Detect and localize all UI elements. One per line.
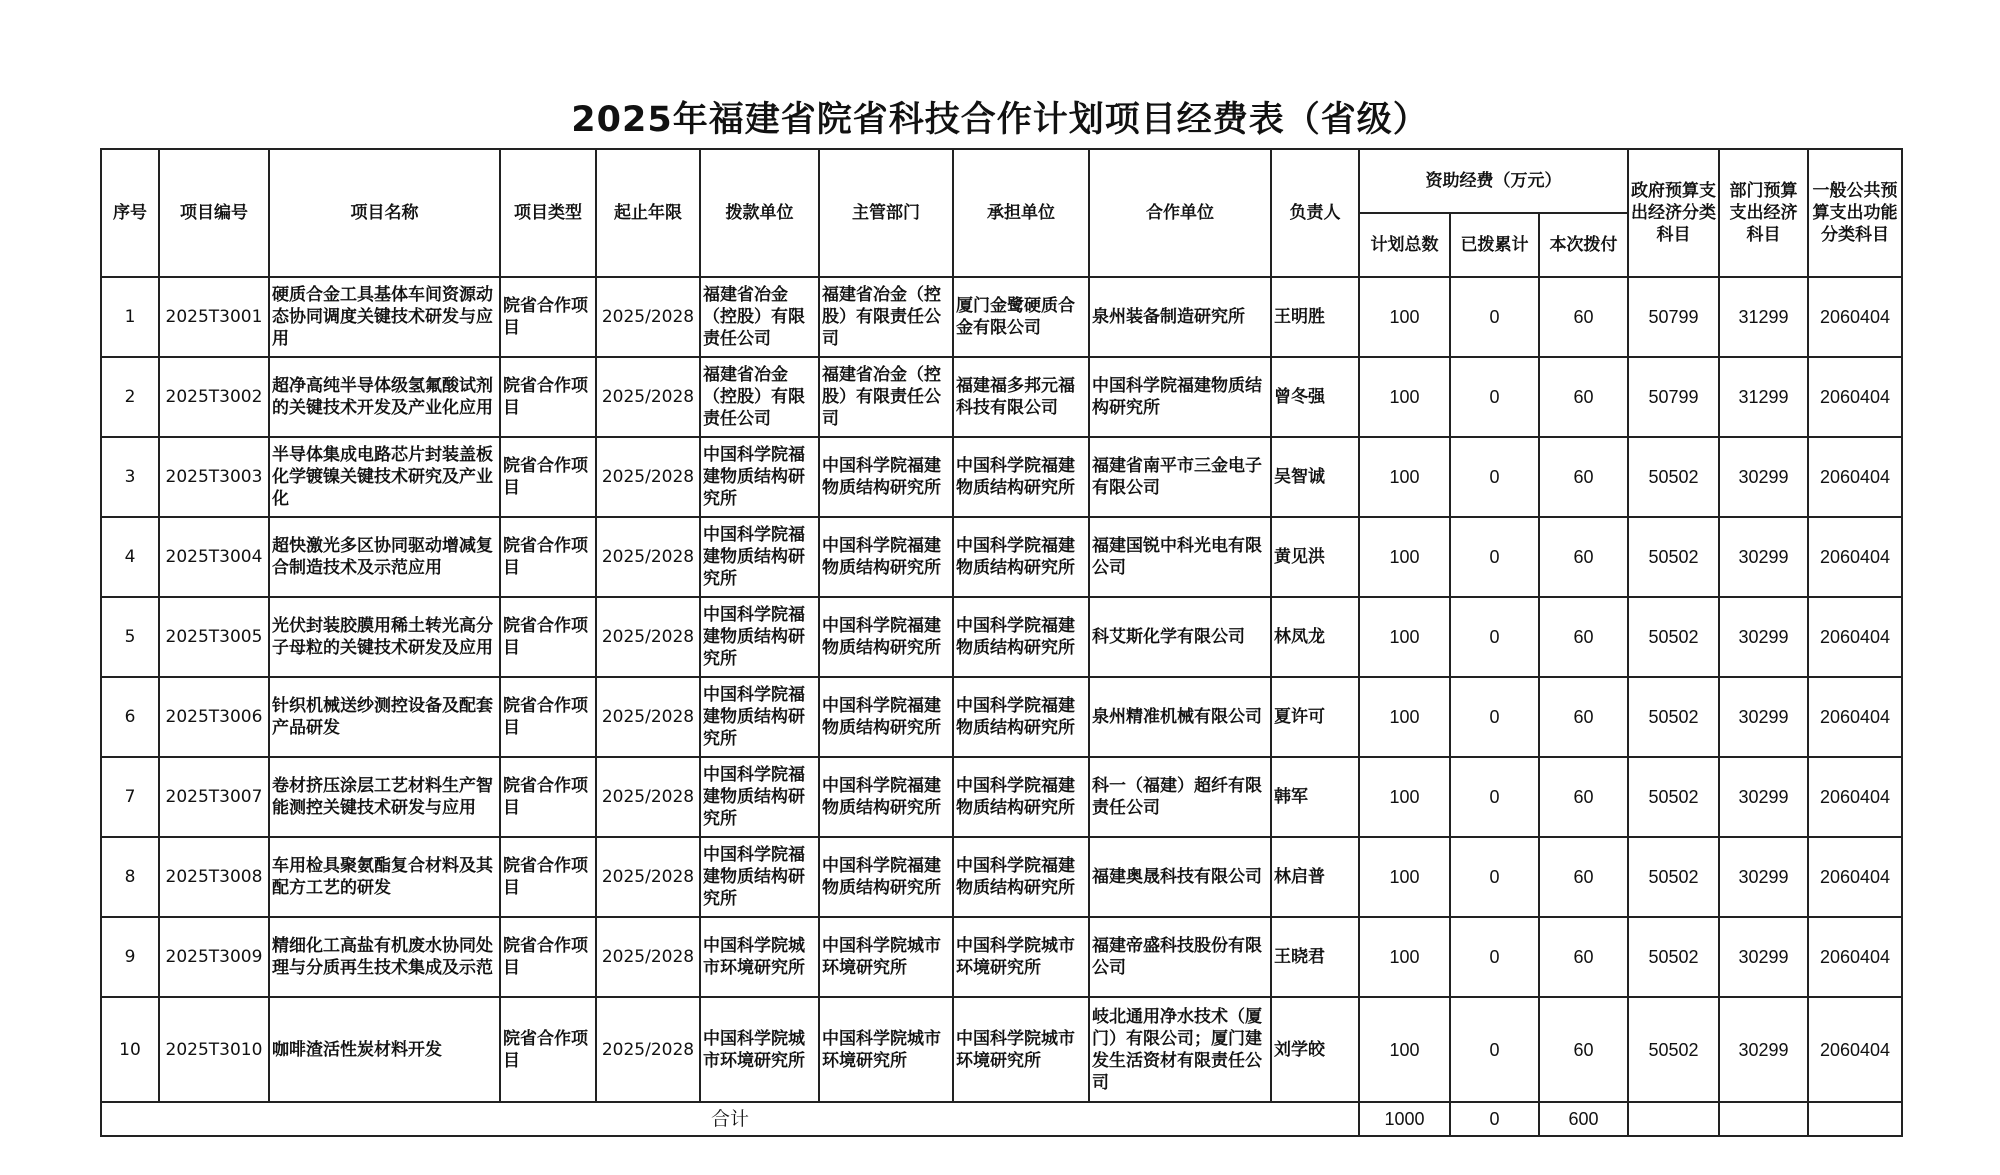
cell-code: 2025T3007 <box>159 757 269 837</box>
cell-this: 60 <box>1539 677 1628 757</box>
total-planned: 1000 <box>1359 1102 1450 1136</box>
cell-partner: 中国科学院福建物质结构研究所 <box>1089 357 1271 437</box>
cell-planned: 100 <box>1359 277 1450 357</box>
document-title: 2025年福建省院省科技合作计划项目经费表（省级） <box>571 100 1429 140</box>
cell-supervisor: 中国科学院城市环境研究所 <box>819 997 953 1102</box>
cell-gov: 50502 <box>1628 437 1719 517</box>
header-gov-econ: 政府预算支出经济分类科目 <box>1628 149 1719 277</box>
cell-undertaker: 中国科学院城市环境研究所 <box>953 997 1089 1102</box>
cell-period: 2025/2028 <box>596 597 700 677</box>
cell-type: 院省合作项目 <box>500 517 596 597</box>
cell-planned: 100 <box>1359 677 1450 757</box>
cell-period: 2025/2028 <box>596 517 700 597</box>
header-supervisor: 主管部门 <box>819 149 953 277</box>
cell-funder: 中国科学院福建物质结构研究所 <box>700 437 819 517</box>
table-row <box>101 277 1902 357</box>
cell-funder: 中国科学院福建物质结构研究所 <box>700 757 819 837</box>
cell-period: 2025/2028 <box>596 277 700 357</box>
cell-type: 院省合作项目 <box>500 917 596 997</box>
header-code: 项目编号 <box>159 149 269 277</box>
cell-funder: 中国科学院福建物质结构研究所 <box>700 517 819 597</box>
cell-leader: 韩军 <box>1271 757 1359 837</box>
cell-type: 院省合作项目 <box>500 357 596 437</box>
cell-allocated: 0 <box>1450 757 1539 837</box>
cell-gov: 50799 <box>1628 357 1719 437</box>
cell-funder: 中国科学院城市环境研究所 <box>700 917 819 997</box>
cell-partner: 泉州装备制造研究所 <box>1089 277 1271 357</box>
cell-name: 半导体集成电路芯片封装盖板化学镀镍关键技术研究及产业化 <box>269 437 500 517</box>
table-row <box>101 757 1902 837</box>
header-row-top <box>101 149 1902 213</box>
cell-funder: 中国科学院福建物质结构研究所 <box>700 837 819 917</box>
cell-partner: 泉州精准机械有限公司 <box>1089 677 1271 757</box>
table-row <box>101 917 1902 997</box>
cell-partner: 福建国锐中科光电有限公司 <box>1089 517 1271 597</box>
cell-planned: 100 <box>1359 917 1450 997</box>
cell-code: 2025T3002 <box>159 357 269 437</box>
cell-period: 2025/2028 <box>596 357 700 437</box>
cell-undertaker: 福建福多邦元福科技有限公司 <box>953 357 1089 437</box>
cell-allocated: 0 <box>1450 597 1539 677</box>
cell-planned: 100 <box>1359 357 1450 437</box>
table-row <box>101 357 1902 437</box>
total-this: 600 <box>1539 1102 1628 1136</box>
header-partner: 合作单位 <box>1089 149 1271 277</box>
cell-supervisor: 中国科学院福建物质结构研究所 <box>819 597 953 677</box>
table-row <box>101 517 1902 597</box>
cell-name: 精细化工高盐有机废水协同处理与分质再生技术集成及示范 <box>269 917 500 997</box>
cell-allocated: 0 <box>1450 837 1539 917</box>
cell-leader: 刘学皎 <box>1271 997 1359 1102</box>
cell-type: 院省合作项目 <box>500 437 596 517</box>
cell-planned: 100 <box>1359 757 1450 837</box>
cell-partner: 岐北通用净水技术（厦门）有限公司；厦门建发生活资材有限责任公司 <box>1089 997 1271 1102</box>
cell-gov: 50502 <box>1628 677 1719 757</box>
cell-gov: 50502 <box>1628 597 1719 677</box>
cell-supervisor: 中国科学院城市环境研究所 <box>819 917 953 997</box>
cell-dept: 30299 <box>1719 997 1808 1102</box>
cell-name: 光伏封装胶膜用稀土转光高分子母粒的关键技术研发及应用 <box>269 597 500 677</box>
header-this-time: 本次拨付 <box>1539 213 1628 277</box>
cell-planned: 100 <box>1359 517 1450 597</box>
cell-code: 2025T3006 <box>159 677 269 757</box>
cell-gov: 50799 <box>1628 277 1719 357</box>
cell-funder: 中国科学院福建物质结构研究所 <box>700 677 819 757</box>
cell-type: 院省合作项目 <box>500 597 596 677</box>
cell-this: 60 <box>1539 597 1628 677</box>
cell-allocated: 0 <box>1450 677 1539 757</box>
header-name: 项目名称 <box>269 149 500 277</box>
cell-funder: 中国科学院城市环境研究所 <box>700 997 819 1102</box>
cell-code: 2025T3008 <box>159 837 269 917</box>
cell-allocated: 0 <box>1450 517 1539 597</box>
cell-name: 针织机械送纱测控设备及配套产品研发 <box>269 677 500 757</box>
total-row <box>101 1102 1902 1136</box>
cell-name: 车用检具聚氨酯复合材料及其配方工艺的研发 <box>269 837 500 917</box>
cell-seq: 5 <box>101 597 159 677</box>
cell-funder: 中国科学院福建物质结构研究所 <box>700 597 819 677</box>
cell-func: 2060404 <box>1808 437 1902 517</box>
table-row <box>101 437 1902 517</box>
cell-dept: 30299 <box>1719 437 1808 517</box>
header-leader: 负责人 <box>1271 149 1359 277</box>
cell-supervisor: 福建省冶金（控股）有限责任公司 <box>819 357 953 437</box>
cell-leader: 吴智诚 <box>1271 437 1359 517</box>
cell-allocated: 0 <box>1450 357 1539 437</box>
cell-this: 60 <box>1539 277 1628 357</box>
cell-supervisor: 中国科学院福建物质结构研究所 <box>819 757 953 837</box>
cell-dept: 30299 <box>1719 677 1808 757</box>
cell-name: 超净高纯半导体级氢氟酸试剂的关键技术开发及产业化应用 <box>269 357 500 437</box>
cell-partner: 科一（福建）超纤有限责任公司 <box>1089 757 1271 837</box>
funding-table <box>100 148 1903 1137</box>
cell-period: 2025/2028 <box>596 837 700 917</box>
cell-func: 2060404 <box>1808 917 1902 997</box>
cell-code: 2025T3004 <box>159 517 269 597</box>
cell-name: 硬质合金工具基体车间资源动态协同调度关键技术研发与应用 <box>269 277 500 357</box>
cell-seq: 7 <box>101 757 159 837</box>
cell-code: 2025T3009 <box>159 917 269 997</box>
cell-funder: 福建省冶金（控股）有限责任公司 <box>700 277 819 357</box>
cell-gov: 50502 <box>1628 917 1719 997</box>
cell-this: 60 <box>1539 917 1628 997</box>
cell-undertaker: 中国科学院福建物质结构研究所 <box>953 837 1089 917</box>
header-period: 起止年限 <box>596 149 700 277</box>
cell-leader: 曾冬强 <box>1271 357 1359 437</box>
table-row <box>101 997 1902 1102</box>
cell-this: 60 <box>1539 517 1628 597</box>
cell-type: 院省合作项目 <box>500 757 596 837</box>
cell-type: 院省合作项目 <box>500 997 596 1102</box>
cell-gov: 50502 <box>1628 997 1719 1102</box>
cell-func: 2060404 <box>1808 597 1902 677</box>
cell-leader: 林启普 <box>1271 837 1359 917</box>
cell-code: 2025T3003 <box>159 437 269 517</box>
cell-leader: 王晓君 <box>1271 917 1359 997</box>
cell-leader: 林凤龙 <box>1271 597 1359 677</box>
cell-code: 2025T3001 <box>159 277 269 357</box>
cell-func: 2060404 <box>1808 997 1902 1102</box>
cell-allocated: 0 <box>1450 997 1539 1102</box>
header-type: 项目类型 <box>500 149 596 277</box>
cell-leader: 黄见洪 <box>1271 517 1359 597</box>
cell-period: 2025/2028 <box>596 437 700 517</box>
cell-func: 2060404 <box>1808 517 1902 597</box>
cell-supervisor: 中国科学院福建物质结构研究所 <box>819 437 953 517</box>
cell-this: 60 <box>1539 437 1628 517</box>
cell-partner: 科艾斯化学有限公司 <box>1089 597 1271 677</box>
cell-this: 60 <box>1539 837 1628 917</box>
header-dept-econ: 部门预算支出经济科目 <box>1719 149 1808 277</box>
cell-undertaker: 中国科学院城市环境研究所 <box>953 917 1089 997</box>
cell-supervisor: 中国科学院福建物质结构研究所 <box>819 517 953 597</box>
cell-allocated: 0 <box>1450 437 1539 517</box>
cell-dept: 30299 <box>1719 837 1808 917</box>
cell-type: 院省合作项目 <box>500 837 596 917</box>
cell-seq: 9 <box>101 917 159 997</box>
cell-undertaker: 厦门金鹭硬质合金有限公司 <box>953 277 1089 357</box>
cell-func: 2060404 <box>1808 837 1902 917</box>
cell-undertaker: 中国科学院福建物质结构研究所 <box>953 677 1089 757</box>
cell-seq: 1 <box>101 277 159 357</box>
cell-seq: 3 <box>101 437 159 517</box>
cell-this: 60 <box>1539 357 1628 437</box>
cell-period: 2025/2028 <box>596 997 700 1102</box>
cell-leader: 夏许可 <box>1271 677 1359 757</box>
header-funder: 拨款单位 <box>700 149 819 277</box>
cell-undertaker: 中国科学院福建物质结构研究所 <box>953 597 1089 677</box>
cell-period: 2025/2028 <box>596 757 700 837</box>
cell-funder: 福建省冶金（控股）有限责任公司 <box>700 357 819 437</box>
cell-dept: 30299 <box>1719 517 1808 597</box>
cell-dept: 30299 <box>1719 597 1808 677</box>
total-allocated: 0 <box>1450 1102 1539 1136</box>
cell-gov: 50502 <box>1628 837 1719 917</box>
cell-name: 超快激光多区协同驱动增减复合制造技术及示范应用 <box>269 517 500 597</box>
cell-code: 2025T3005 <box>159 597 269 677</box>
cell-this: 60 <box>1539 997 1628 1102</box>
cell-leader: 王明胜 <box>1271 277 1359 357</box>
cell-func: 2060404 <box>1808 757 1902 837</box>
cell-func: 2060404 <box>1808 277 1902 357</box>
cell-seq: 2 <box>101 357 159 437</box>
cell-allocated: 0 <box>1450 277 1539 357</box>
cell-allocated: 0 <box>1450 917 1539 997</box>
cell-supervisor: 中国科学院福建物质结构研究所 <box>819 677 953 757</box>
cell-partner: 福建省南平市三金电子有限公司 <box>1089 437 1271 517</box>
cell-gov: 50502 <box>1628 517 1719 597</box>
header-allocated: 已拨累计 <box>1450 213 1539 277</box>
header-general-func: 一般公共预算支出功能分类科目 <box>1808 149 1902 277</box>
cell-planned: 100 <box>1359 597 1450 677</box>
cell-code: 2025T3010 <box>159 997 269 1102</box>
total-label: 合计 <box>101 1102 1359 1136</box>
cell-dept: 31299 <box>1719 357 1808 437</box>
total-empty-cell <box>1808 1102 1902 1136</box>
cell-dept: 30299 <box>1719 917 1808 997</box>
header-funding-group: 资助经费（万元） <box>1359 149 1628 213</box>
cell-supervisor: 福建省冶金（控股）有限责任公司 <box>819 277 953 357</box>
cell-seq: 6 <box>101 677 159 757</box>
table-body <box>101 277 1902 1136</box>
cell-supervisor: 中国科学院福建物质结构研究所 <box>819 837 953 917</box>
cell-func: 2060404 <box>1808 677 1902 757</box>
cell-planned: 100 <box>1359 437 1450 517</box>
total-empty-cell <box>1719 1102 1808 1136</box>
table-row <box>101 837 1902 917</box>
cell-planned: 100 <box>1359 997 1450 1102</box>
cell-type: 院省合作项目 <box>500 277 596 357</box>
cell-type: 院省合作项目 <box>500 677 596 757</box>
cell-undertaker: 中国科学院福建物质结构研究所 <box>953 517 1089 597</box>
cell-planned: 100 <box>1359 837 1450 917</box>
cell-name: 咖啡渣活性炭材料开发 <box>269 997 500 1102</box>
cell-this: 60 <box>1539 757 1628 837</box>
table-row <box>101 597 1902 677</box>
cell-period: 2025/2028 <box>596 917 700 997</box>
header-seq: 序号 <box>101 149 159 277</box>
table-row <box>101 677 1902 757</box>
cell-gov: 50502 <box>1628 757 1719 837</box>
cell-dept: 30299 <box>1719 757 1808 837</box>
cell-func: 2060404 <box>1808 357 1902 437</box>
cell-seq: 10 <box>101 997 159 1102</box>
cell-undertaker: 中国科学院福建物质结构研究所 <box>953 437 1089 517</box>
cell-dept: 31299 <box>1719 277 1808 357</box>
cell-partner: 福建奥晟科技有限公司 <box>1089 837 1271 917</box>
header-undertaker: 承担单位 <box>953 149 1089 277</box>
cell-period: 2025/2028 <box>596 677 700 757</box>
cell-name: 卷材挤压涂层工艺材料生产智能测控关键技术研发与应用 <box>269 757 500 837</box>
cell-seq: 4 <box>101 517 159 597</box>
cell-undertaker: 中国科学院福建物质结构研究所 <box>953 757 1089 837</box>
cell-seq: 8 <box>101 837 159 917</box>
header-planned-total: 计划总数 <box>1359 213 1450 277</box>
total-empty-cell <box>1628 1102 1719 1136</box>
cell-partner: 福建帝盛科技股份有限公司 <box>1089 917 1271 997</box>
